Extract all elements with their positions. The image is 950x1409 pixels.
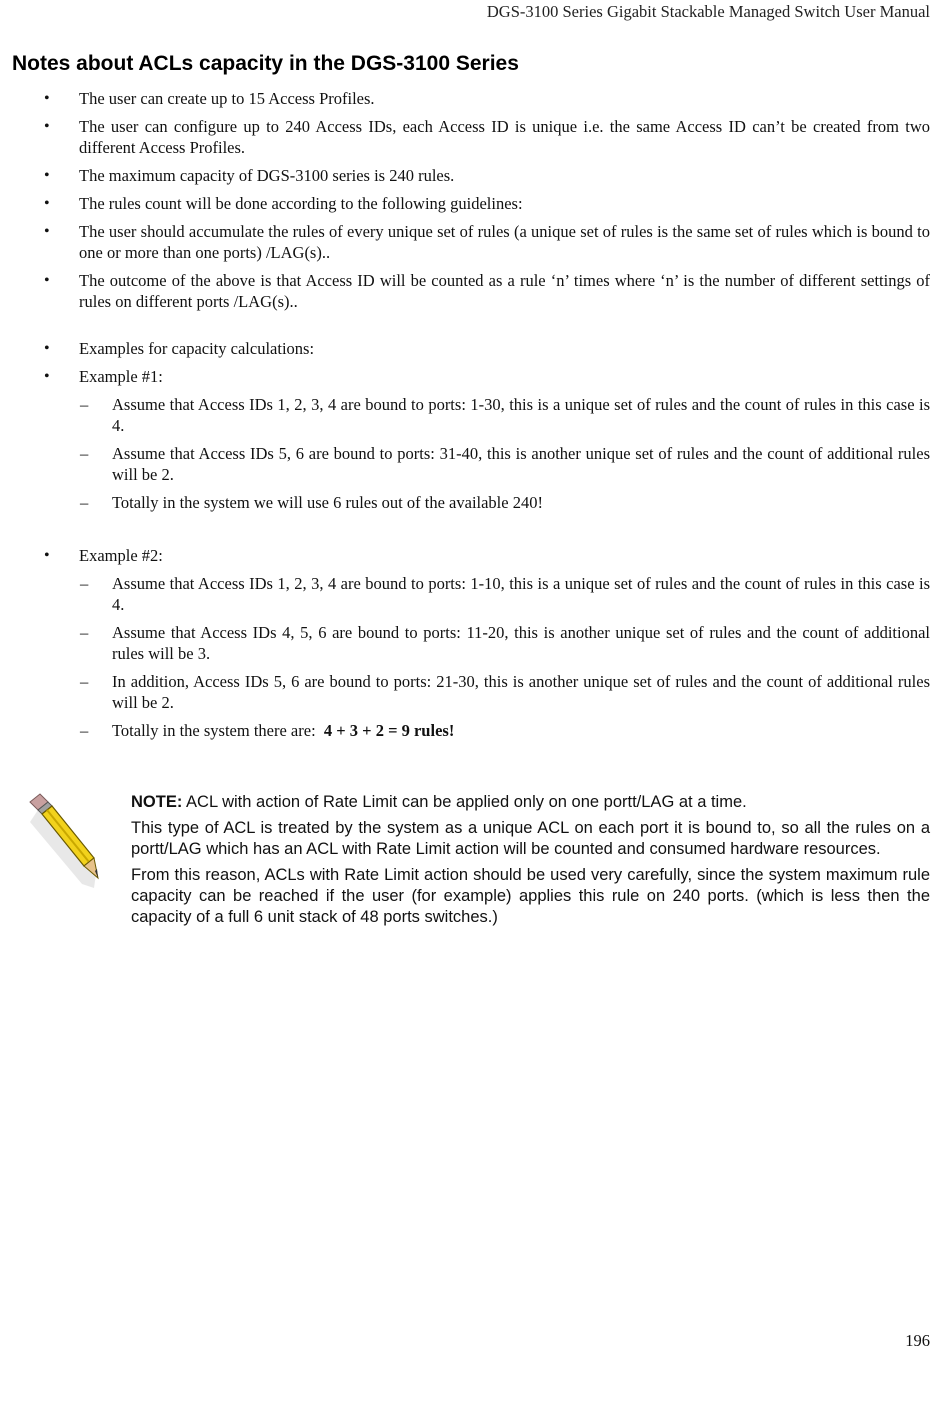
list-item: – Totally in the system we will use 6 rules out of the available 240!	[80, 493, 543, 512]
bullet-icon: •	[44, 118, 50, 135]
note-line-1: NOTE: ACL with action of Rate Limit can be applied only on one portt/LAG at a time.	[131, 793, 747, 811]
example-1-label: • Example #1:	[44, 367, 163, 386]
bullet-icon: •	[44, 272, 50, 289]
bullet-icon: •	[44, 368, 50, 385]
list-item: – Assume that Access IDs 4, 5, 6 are bound to ports: 11-20, this is another unique set of rules and the count of additional rules will be 3.	[80, 623, 930, 663]
bullet-icon: •	[44, 195, 50, 212]
list-item: • The rules count will be done according to the following guidelines:	[44, 194, 523, 213]
dash-icon: –	[80, 444, 89, 463]
note-paragraph-3: From this reason, ACLs with Rate Limit action should be used very carefully, since the system maximum rule capacity can be reached if the user (for example) applies this rule on 240 ports. (which is less then the capacity of a full 6 unit stack of 48 ports switches.)	[131, 866, 930, 926]
list-item: • The maximum capacity of DGS-3100 series is 240 rules.	[44, 166, 455, 185]
note-label: NOTE:	[131, 793, 183, 811]
examples-intro: • Examples for capacity calculations:	[44, 339, 315, 358]
list-item: • The outcome of the above is that Access ID will be counted as a rule ‘n’ times where ‘n’ is the number of different settings of rules on different ports /LAG(s)..	[44, 271, 930, 311]
list-item: • The user can create up to 15 Access Profiles.	[44, 89, 375, 108]
body-content	[0, 88, 950, 748]
example-2-total: – Totally in the system there are: 4 + 3 + 2 = 9 rules!	[80, 721, 455, 740]
list-item: • The user can configure up to 240 Access IDs, each Access ID is unique i.e. the same Access ID can’t be created from two different Access Profiles.	[44, 117, 930, 157]
bullet-icon: •	[44, 167, 50, 184]
total-value: 4 + 3 + 2 = 9 rules!	[323, 721, 455, 740]
dash-icon: –	[80, 574, 89, 593]
list-item: – Assume that Access IDs 5, 6 are bound to ports: 31-40, this is another unique set of rules and the count of additional rules will be 2.	[80, 444, 930, 484]
note-paragraph-2: This type of ACL is treated by the system as a unique ACL on each port it is bound to, so all the rules on a portt/LAG which has an ACL with Rate Limit action will be counted and consumed hardware resources.	[131, 819, 930, 858]
dash-icon: –	[80, 623, 89, 642]
pencil-icon	[24, 792, 104, 892]
list-item: • The user should accumulate the rules of every unique set of rules (a unique set of rules is the same set of rules which is bound to one or more than one ports) /LAG(s)..	[44, 222, 930, 262]
example-2-label: • Example #2:	[44, 546, 163, 565]
dash-icon: –	[80, 493, 89, 512]
list-item: – Assume that Access IDs 1, 2, 3, 4 are bound to ports: 1-10, this is a unique set of rules and the count of rules in this case is 4.	[80, 574, 930, 614]
bullet-icon: •	[44, 223, 50, 240]
running-header: DGS-3100 Series Gigabit Stackable Managed Switch User Manual	[486, 2, 930, 21]
list-item: – Assume that Access IDs 1, 2, 3, 4 are bound to ports: 1-30, this is a unique set of rules and the count of rules in this case is 4.	[80, 395, 930, 435]
dash-icon: –	[80, 672, 89, 691]
section-title: Notes about ACLs capacity in the DGS-3100 Series	[12, 52, 519, 75]
note-text	[131, 792, 930, 933]
dash-icon: –	[80, 721, 89, 740]
dash-icon: –	[80, 395, 89, 414]
list-item: – In addition, Access IDs 5, 6 are bound to ports: 21-30, this is another unique set of rules and the count of additional rules will be 2.	[80, 672, 930, 712]
page-number: 196	[905, 1331, 930, 1350]
bullet-icon: •	[44, 340, 50, 357]
bullet-icon: •	[44, 90, 50, 107]
bullet-icon: •	[44, 547, 50, 564]
